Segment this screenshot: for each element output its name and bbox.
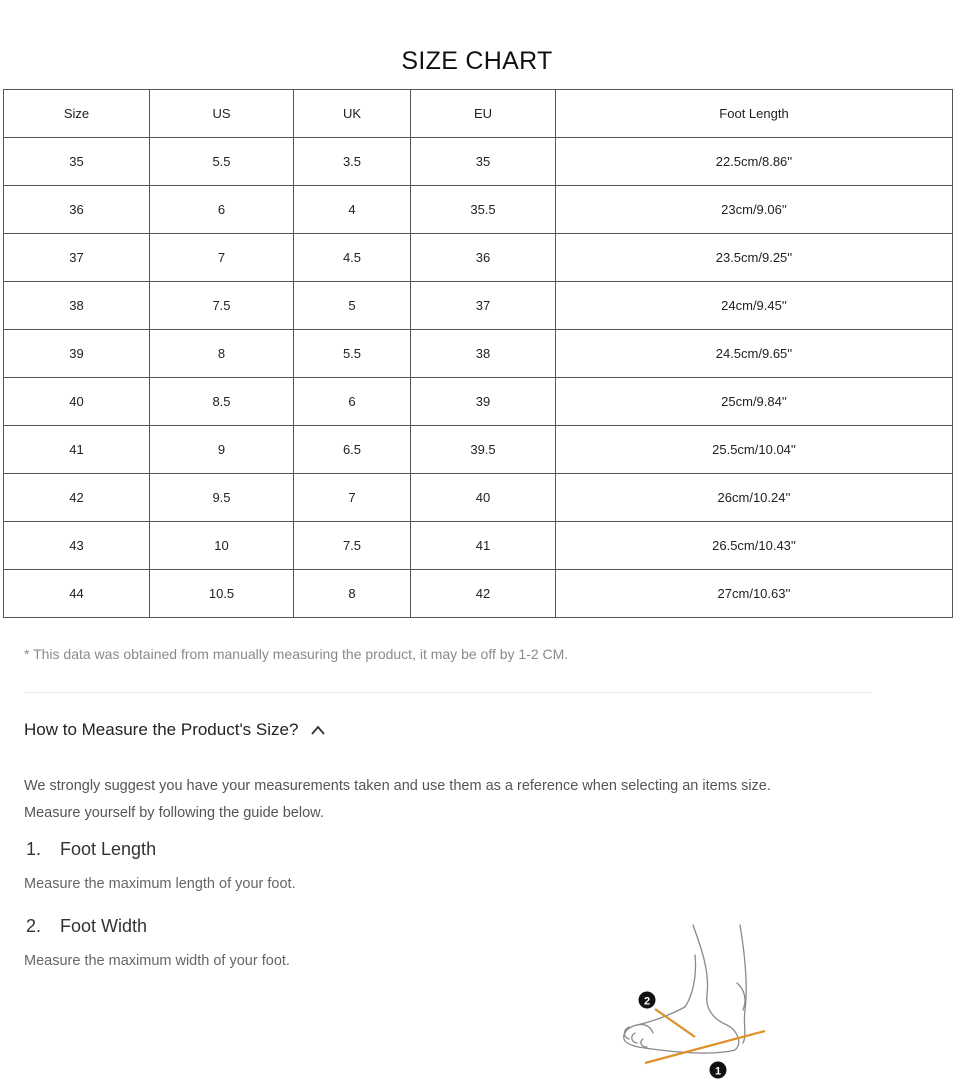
cell-uk: 3.5 [294,138,411,186]
cell-foot-length: 27cm/10.63'' [556,570,953,618]
divider [24,692,872,693]
cell-us: 9.5 [150,474,294,522]
cell-eu: 35 [411,138,556,186]
cell-foot-length: 25cm/9.84'' [556,378,953,426]
cell-us: 7 [150,234,294,282]
intro-line-1: We strongly suggest you have your measurements taken and use them as a reference when selecting an items size. [24,778,771,794]
cell-size: 37 [4,234,150,282]
cell-foot-length: 25.5cm/10.04'' [556,426,953,474]
badge-width-label: 2 [643,995,651,1008]
table-row [4,282,953,330]
cell-size: 43 [4,522,150,570]
how-to-measure-toggle[interactable] [24,720,326,740]
table-row [4,570,953,618]
cell-us: 5.5 [150,138,294,186]
step-number: 1. [26,839,42,859]
cell-eu: 35.5 [411,186,556,234]
foot-width-line [655,1009,695,1037]
cell-uk: 6 [294,378,411,426]
cell-uk: 5 [294,282,411,330]
cell-eu: 40 [411,474,556,522]
header-eu: EU [411,90,556,138]
cell-uk: 4 [294,186,411,234]
table-row [4,330,953,378]
table-header-row [4,90,953,138]
cell-size: 35 [4,138,150,186]
cell-uk: 5.5 [294,330,411,378]
step-foot-width-desc: Measure the maximum width of your foot. [24,953,290,969]
cell-us: 8.5 [150,378,294,426]
cell-eu: 37 [411,282,556,330]
badge-length-label: 1 [714,1065,722,1078]
cell-uk: 7.5 [294,522,411,570]
cell-us: 7.5 [150,282,294,330]
cell-foot-length: 23cm/9.06'' [556,186,953,234]
cell-size: 40 [4,378,150,426]
header-size: Size [4,90,150,138]
cell-size: 41 [4,426,150,474]
cell-eu: 39 [411,378,556,426]
cell-uk: 8 [294,570,411,618]
cell-uk: 4.5 [294,234,411,282]
table-row [4,474,953,522]
cell-us: 6 [150,186,294,234]
cell-foot-length: 26cm/10.24'' [556,474,953,522]
cell-foot-length: 23.5cm/9.25'' [556,234,953,282]
cell-foot-length: 24.5cm/9.65'' [556,330,953,378]
cell-size: 44 [4,570,150,618]
step-number: 2. [26,916,42,936]
cell-size: 39 [4,330,150,378]
header-foot-length: Foot Length [556,90,953,138]
cell-eu: 36 [411,234,556,282]
cell-eu: 42 [411,570,556,618]
how-to-measure-title: How to Measure the Product's Size? [24,720,299,739]
cell-us: 10 [150,522,294,570]
foot-length-line [645,1031,765,1063]
intro-text [24,773,894,827]
cell-foot-length: 24cm/9.45'' [556,282,953,330]
badge-width [639,992,656,1009]
intro-line-2: Measure yourself by following the guide below. [24,805,324,821]
cell-us: 9 [150,426,294,474]
table-row [4,186,953,234]
cell-foot-length: 22.5cm/8.86'' [556,138,953,186]
page-title: SIZE CHART [401,46,553,75]
cell-us: 8 [150,330,294,378]
cell-us: 10.5 [150,570,294,618]
cell-size: 42 [4,474,150,522]
chevron-up-icon [310,724,326,736]
cell-foot-length: 26.5cm/10.43'' [556,522,953,570]
measurement-note: * This data was obtained from manually measuring the product, it may be off by 1-2 CM. [24,646,569,662]
table-row [4,426,953,474]
cell-uk: 6.5 [294,426,411,474]
badge-length [710,1062,727,1079]
table-row [4,522,953,570]
header-uk: UK [294,90,411,138]
cell-eu: 41 [411,522,556,570]
cell-eu: 38 [411,330,556,378]
step-foot-width-title [26,916,147,937]
cell-uk: 7 [294,474,411,522]
step-foot-length-desc: Measure the maximum length of your foot. [24,876,296,892]
size-chart-table [3,89,953,618]
cell-size: 36 [4,186,150,234]
table-row [4,234,953,282]
step-label: Foot Length [60,839,157,859]
table-row [4,378,953,426]
table-row [4,138,953,186]
foot-measurement-illustration [615,915,775,1083]
cell-size: 38 [4,282,150,330]
cell-eu: 39.5 [411,426,556,474]
header-us: US [150,90,294,138]
step-label: Foot Width [60,916,148,936]
step-foot-length-title [26,839,156,860]
